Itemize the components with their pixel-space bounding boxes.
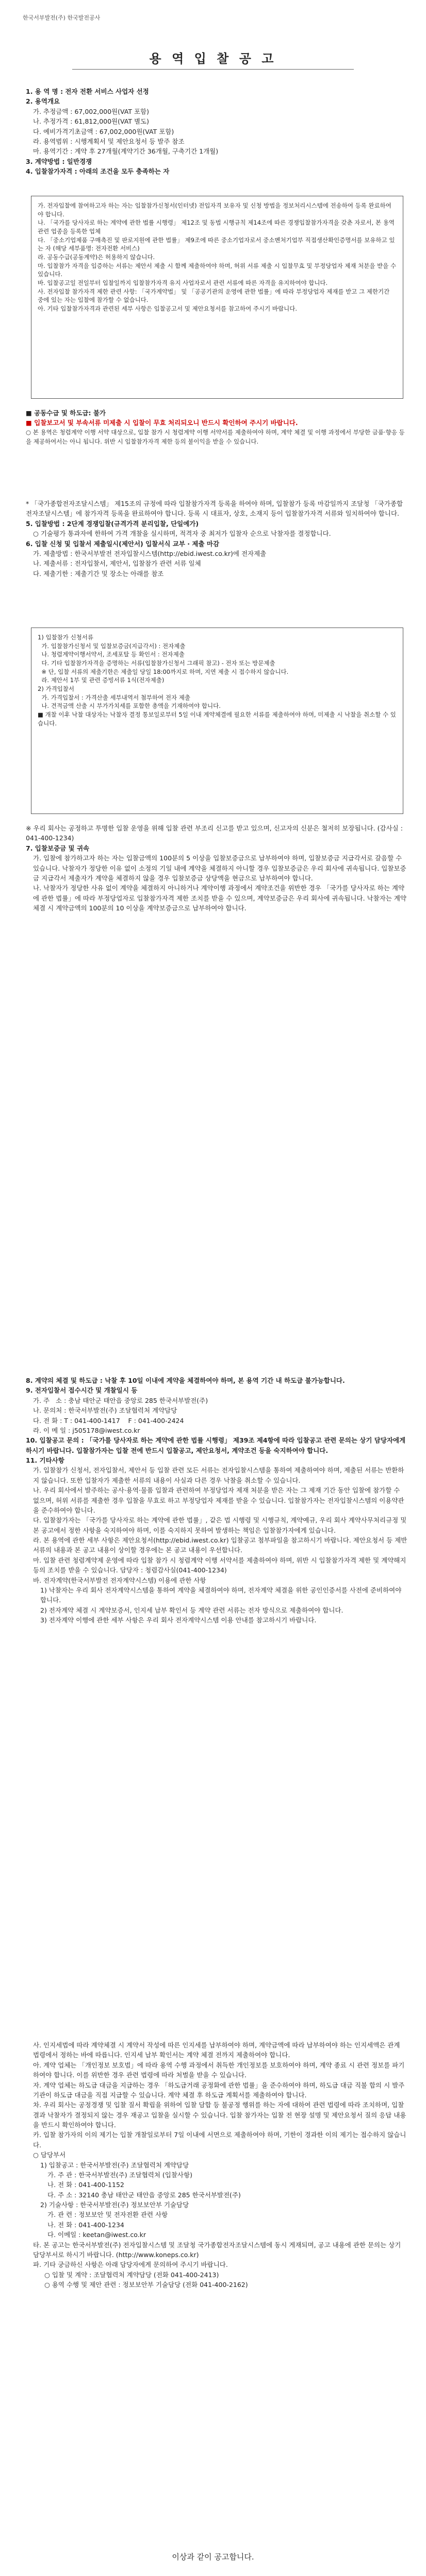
warn-line: ○ 본 용역은 청렴계약 이행 서약 대상으로, 입찰 참가 시 청렴계약 이행 서약서를 제출하여야 하며, 계약 체결 및 이행 과정에서 부당한 금품·향응 등을 제공하여서는 아니 됩니다. 위반 시 입찰참가자격 제한 등의 불이익을 받을 수 있습니다. — [26, 428, 405, 445]
section1-line: 다. 예비가격기초금액 : 67,002,000원(VAT 포함) — [33, 127, 174, 135]
warn-line: ■ 입찰보고서 및 부속서류 미제출 시 입찰이 무효 처리되오니 반드시 확인하여 주시기 바랍니다. — [26, 419, 298, 427]
box1-lines-line: 나. 「국가를 당사자로 하는 계약에 관한 법률 시행령」 제12조 및 동법 시행규칙 제14조에 따른 경쟁입찰참가자격을 갖춘 자로서, 본 용역 관련 업종을 등록한 업체 — [38, 219, 397, 235]
warn-line: ■ 공동수급 및 하도급: 불가 — [26, 409, 106, 417]
box1-lines-line: 사. 전자입찰 참가자격 제한 관련 사항: 「국가계약법」 및 「공공기관의 운영에 관한 법률」에 따라 부정당업자 제재를 받고 그 제한기간 중에 있는 자는 입찰에 참가할 수 없습니다. — [38, 287, 391, 304]
document-title: 용 역 입 찰 공 고 — [149, 52, 277, 66]
section-contract — [26, 1376, 407, 1625]
section1-line: 라. 용역범위 : 시행계획서 및 제안요청서 등 발주 참조 — [33, 137, 185, 145]
section1-line: 마. 용역기간 : 계약 후 27개월(계약기간 36개월, 구축기간 1개월) — [33, 147, 219, 156]
section1-line: 1. 용 역 명 : 전자 전환 서비스 사업자 선정 — [26, 88, 149, 95]
documents-box — [31, 628, 403, 814]
section-bidding — [26, 499, 407, 579]
section-deposit — [26, 823, 407, 913]
section4-line: 라. 이 메 일 : j505178@iwest.co.kr — [33, 1426, 140, 1434]
closing-statement: 이상과 같이 공고합니다. — [172, 2552, 254, 2562]
box2-lines-line: 1) 입찰참가 신청서류 — [38, 634, 93, 641]
eligibility-box — [31, 196, 403, 399]
section-misc — [26, 2040, 407, 2290]
section3-line: 7. 입찰보증금 및 귀속 — [26, 844, 90, 852]
section3-line: 가. 입찰에 참가하고자 하는 자는 입찰금액의 100분의 5 이상을 입찰보증금으로 납부하여야 하며, 입찰보증금 지급각서로 갈음할 수 있습니다. 낙찰자가 정당한 이유 없이 소정의 기일 내에 계약을 체결하지 아니할 경우 입찰보증금은 우리 회사에 귀속됩니다. 입찰보증금 지급각서 제출자가 계약을 체결하지 않을 경우 입찰보증금 상당액을 현금으로 납부하여야 합니다. — [33, 854, 406, 882]
section5-line: 카. 입찰 참가자의 이의 제기는 입찰 개찰일로부터 7일 이내에 서면으로 제출하여야 하며, 기한이 경과한 이의 제기는 접수하지 않습니다. — [33, 2131, 406, 2149]
section1-line: 나. 추정가격 : 61,812,000원(VAT 별도) — [33, 117, 149, 126]
section2-line: 5. 입찰방법 : 2단계 경쟁입찰(규격가격 분리입찰, 단일예가) — [26, 519, 199, 528]
box1-lines-line: 바. 입찰공고일 전일부터 입찰일까지 입찰참가자격 유지 사업자로서 관련 서류에 따른 자격을 유지하여야 합니다. — [38, 279, 328, 287]
section3-line: ※ 우리 회사는 공정하고 투명한 입찰 운영을 위해 입찰 관련 부조리 신고를 받고 있으며, 신고자의 신분은 철저히 보장됩니다. (감사실 : 041-400-1234) — [26, 824, 405, 842]
title-divider — [72, 69, 354, 70]
section5-line: 다. 주 소 : 32140 충남 태안군 태안읍 중앙로 285 한국서부발전(주) — [47, 2191, 241, 2199]
section4-line: 2) 전자계약 체결 시 계약보증서, 인지세 납부 확인서 등 계약 관련 서류는 전자 방식으로 제출하여야 합니다. — [40, 1606, 343, 1614]
section4-line: 9. 전자입찰서 접수시간 및 개찰일시 등 — [26, 1386, 138, 1395]
section5-line: 자. 계약 업체는 하도급 대금을 지급하는 경우 「하도급거래 공정화에 관한 법률」을 준수하여야 하며, 하도급 대금 직불 합의 시 발주기관이 하도급 대금을 직접 지급할 수 있습니다. 계약 체결 후 하도급 계획서를 제출하여야 합니다. — [33, 2081, 405, 2099]
box1-lines-line: 아. 기타 입찰참가자격과 관련된 세부 사항은 입찰공고서 및 제안요청서를 참고하여 주시기 바랍니다. — [38, 305, 297, 313]
box2-lines-line: ※ 단, 입찰 서류의 제출기한은 제출일 당일 18:00까지로 하며, 지연 제출 시 접수하지 않습니다. — [38, 668, 289, 675]
section5-line: 사. 인지세법에 따라 계약체결 시 계약서 작성에 따른 인지세를 납부하여야 하며, 계약금액에 따라 납부하여야 하는 인지세액은 관계 법령에서 정하는 바에 따릅니다. 인지세 납부 확인서는 계약 체결 전까지 제출하여야 합니다. — [33, 2041, 402, 2059]
section4-line: 가. 입찰참가 신청서, 전자입찰서, 제안서 등 입찰 관련 모든 서류는 전자입찰시스템을 통하여 제출하여야 하며, 제출된 서류는 반환하지 않습니다. 또한 입찰자가 제출한 서류의 내용이 사실과 다른 경우 낙찰을 취소할 수 있습니다. — [33, 1466, 404, 1484]
section5-line: 파. 기타 궁금하신 사항은 아래 담당자에게 문의하여 주시기 바랍니다. — [33, 2261, 228, 2269]
section5-line: ○ 입찰 및 계약 : 조달협력처 계약담당 (전화 041-400-2413) — [40, 2270, 219, 2279]
section5-line: 차. 우리 회사는 공정경쟁 및 입찰 질서 확립을 위하여 입찰 담합 등 불공정 행위를 하는 자에 대하여 관련 법령에 따라 조치하며, 입찰 결과 낙찰자가 결정되지 않는 경우 재공고 입찰을 실시할 수 있습니다. 입찰 참가자는 입찰 전 현장 설명 및 제안요청서 질의 응답 내용을 반드시 확인하여야 합니다. — [33, 2101, 406, 2129]
box2-lines-line: 라. 제안서 1부 및 관련 증빙서류 1식(전자제출) — [38, 676, 165, 684]
section1-line: 4. 입찰참가자격 : 아래의 조건을 모두 충족하는 자 — [26, 167, 170, 175]
box2-lines-line: 2) 가격입찰서 — [38, 685, 75, 693]
section4-line: 다. 입찰참가자는 「국가를 당사자로 하는 계약에 관한 법률」, 같은 법 시행령 및 시행규칙, 계약예규, 우리 회사 계약사무처리규정 및 본 공고에서 정한 사항을 숙지하여야 하며, 이를 숙지하지 못하여 발생하는 책임은 입찰참가자에게 있습니다. — [33, 1516, 409, 1534]
section5-line: 가. 관 련 : 정보보안 및 전자전환 관련 사항 — [47, 2211, 168, 2219]
section4-line: 1) 낙찰자는 우리 회사 전자계약시스템을 통하여 계약을 체결하여야 하며, 전자계약 체결을 위한 공인인증서를 사전에 준비하여야 합니다. — [40, 1586, 404, 1604]
section4-line: 11. 기타사항 — [26, 1456, 64, 1464]
section2-line: 가. 제출방법 : 한국서부발전 전자입찰시스템(http://ebid.iwest.co.kr)에 전자제출 — [33, 549, 267, 557]
section5-line: 타. 본 공고는 한국서부발전(주) 전자입찰시스템 및 조달청 국가종합전자조달시스템에 동시 게재되며, 공고 내용에 관한 문의는 상기 담당부서로 하시기 바랍니다. (http://www.koneps.co.kr) — [33, 2241, 403, 2259]
box2-lines-line: 나. 청렴계약이행서약서, 조세포탈 등 확인서 : 전자제출 — [38, 651, 185, 658]
section-warnings — [26, 408, 407, 446]
section4-line: 8. 계약의 체결 및 하도급 : 낙찰 후 10일 이내에 계약을 체결하여야 하며, 본 용역 기간 내 하도급 불가능합니다. — [26, 1377, 345, 1384]
section5-line: 다. 이메일 : keetan@iwest.co.kr — [47, 2231, 146, 2239]
box1-lines-line: 다. 「중소기업제품 구매촉진 및 판로지원에 관한 법률」 제9조에 따른 중소기업자로서 중소벤처기업부 직접생산확인증명서를 보유하고 있는 자 (해당 세부품명: 전자전환 서비스) — [38, 236, 395, 252]
section4-line: 바. 전자계약(한국서부발전 전자계약시스템) 이용에 관한 사항 — [33, 1576, 206, 1584]
section1-line: 3. 계약방법 : 일반경쟁 — [26, 157, 92, 165]
section5-line: ○ 용역 수행 및 제안 관련 : 정보보안부 기술담당 (전화 041-400-2162) — [40, 2281, 248, 2289]
section2-line: 나. 제출서류 : 전자입찰서, 제안서, 입찰참가 관련 서류 일체 — [33, 560, 201, 568]
section2-line: 다. 제출기한 : 제출기간 및 장소는 아래를 참조 — [33, 569, 164, 578]
section5-line: ○ 담당부서 — [33, 2151, 66, 2159]
box1-lines-line: 가. 전자입찰에 참여하고자 하는 자는 입찰참가신청서(인터넷) 전입자격 보유자 및 신청 방법을 정보처리시스템에 전송하여 등록 완료하여야 합니다. — [38, 202, 391, 218]
section5-line: 나. 전 화 : 041-400-1234 — [47, 2221, 124, 2229]
section1-line: 가. 추정금액 : 67,002,000원(VAT 포함) — [33, 107, 149, 115]
section4-line: 나. 우리 회사에서 발주하는 공사·용역·물품 입찰과 관련하여 부정당업자 제재 처분을 받은 자는 그 제재 기간 동안 입찰에 참가할 수 없으며, 허위 서류를 제출한 경우 입찰을 무효로 하고 부정당업자 제재를 받을 수 있습니다. 입찰참가자는 전자입찰시스템의 이용약관을 준수하여야 합니다. — [33, 1486, 404, 1514]
section5-line: 가. 주 관 : 한국서부발전(주) 조달협력처 (입찰사항) — [47, 2171, 192, 2179]
section5-line: 아. 계약 업체는 「개인정보 보호법」에 따라 용역 수행 과정에서 취득한 개인정보를 보호하여야 하며, 계약 종료 시 관련 정보를 파기하여야 합니다. 이를 위반한 경우 관련 법령에 따라 처벌을 받을 수 있습니다. — [33, 2061, 405, 2079]
organization-name: 한국서부발전(주) 한국발전공사 — [23, 14, 101, 21]
section5-line: 2) 기술사항 : 한국서부발전(주) 정보보안부 기술담당 — [40, 2201, 189, 2209]
box2-lines-line: 나. 견적금액 산출 시 부가가치세를 포함한 총액을 기재하여야 합니다. — [38, 702, 221, 710]
section1-line: 2. 용역개요 — [26, 97, 60, 106]
section4-line: 마. 입찰 관련 청렴계약제 운영에 따라 입찰 참가 시 청렴계약 이행 서약서를 제출하여야 하며, 위반 시 입찰참가자격 제한 및 계약해지 등의 조치를 받을 수 있습니다. 담당자 : 청렴감사실(041-400-1234) — [33, 1556, 408, 1574]
section4-line: 가. 주 소 : 충남 태안군 태안읍 중앙로 285 한국서부발전(주) — [33, 1396, 208, 1404]
box1-lines-line: 라. 공동수급(공동계약)은 허용하지 않습니다. — [38, 253, 155, 261]
section2-line: 6. 입찰 신청 및 입찰서 제출일시(제안서) 입찰서식 교부 · 제출 마감 — [26, 539, 220, 548]
section5-line: 1) 입찰공고 : 한국서부발전(주) 조달협력처 계약담당 — [40, 2161, 189, 2169]
box2-lines-line: 가. 가격입찰서 : 가격산출 세부내역서 첨부하여 전자 제출 — [38, 693, 190, 701]
section3-line: 나. 낙찰자가 정당한 사유 없이 계약을 체결하지 아니하거나 계약이행 과정에서 계약조건을 위반한 경우 「국가를 당사자로 하는 계약에 관한 법률」에 따라 부정당업자로 입찰참가자격 제한 조치를 받을 수 있으며, 계약보증금은 우리 회사에 귀속됩니다. 낙찰자는 계약 체결 시 계약금액의 100분의 10 이상을 계약보증금으로 납부하여야 합니다. — [33, 884, 408, 912]
section2-line: ○ 기술평가 통과자에 한하여 가격 개찰을 실시하며, 적격자 중 최저가 입찰자 순으로 낙찰자를 결정합니다. — [33, 530, 331, 538]
section-overview — [26, 87, 407, 176]
box1-lines-line: 마. 입찰참가 자격을 입증하는 서류는 제안서 제출 시 함께 제출하여야 하며, 허위 서류 제출 시 입찰무효 및 부정당업자 제재 처분을 받을 수 있습니다. — [38, 262, 398, 278]
box2-lines-line: ■ 개찰 이후 낙찰 대상자는 낙찰자 결정 통보일로부터 5일 이내 계약체결에 필요한 서류를 제출하여야 하며, 미제출 시 낙찰을 취소할 수 있습니다. — [38, 711, 396, 727]
box2-lines-line: 다. 기타 입찰참가자격을 증명하는 서류(입찰참가신청서 그래픽 참고) - 전자 또는 방문제출 — [38, 659, 275, 667]
section4-line: 나. 문의처 : 한국서부발전(주) 조달협력처 계약담당 — [33, 1406, 177, 1415]
section2-line: * 「국가종합전자조달시스템」 제15조의 규정에 따라 입찰참가자격 등록을 하여야 하며, 입찰참가 등록 마감일까지 조달청 「국가종합전자조달시스템」에 참가자격 등록을 완료하여야 합니다. 등록 시 대표자, 상호, 소재지 등이 입찰참가자격 서류와 일치하여야 합니다. — [26, 500, 403, 518]
section5-line: 나. 전 화 : 041-400-1152 — [47, 2181, 124, 2189]
section4-line: 다. 전 화 : T : 041-400-1417 F : 041-400-2424 — [33, 1416, 184, 1425]
section4-line: 라. 본 용역에 관한 세부 사항은 제안요청서(http://ebid.iwest.co.kr) 입찰공고 첨부파일을 참고하시기 바랍니다. 제안요청서 등 제반 서류의 내용과 본 공고 내용이 상이할 경우에는 본 공고 내용이 우선합니다. — [33, 1536, 409, 1554]
section4-line: 10. 입찰공고 문의 : 「국가를 당사자로 하는 계약에 관한 법률 시행령」 제39조 제4항에 따라 입찰공고 관련 문의는 상기 담당자에게 하시기 바랍니다. 입찰참가자는 입찰 전에 반드시 입찰공고, 제안요청서, 계약조건 등을 숙지하여야 합니다. — [26, 1436, 408, 1454]
section4-line: 3) 전자계약 이행에 관한 세부 사항은 우리 회사 전자계약시스템 이용 안내를 참고하시기 바랍니다. — [40, 1616, 317, 1624]
box2-lines-line: 가. 입찰참가신청서 및 입찰보증금(지급각서) : 전자제출 — [38, 642, 186, 650]
